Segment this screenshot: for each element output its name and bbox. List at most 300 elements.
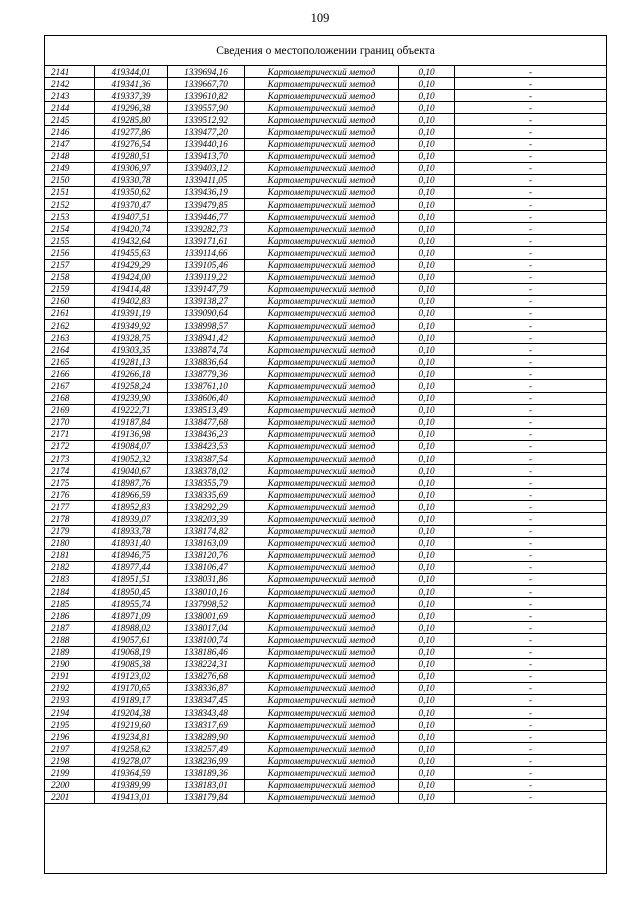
point-description: - bbox=[455, 682, 607, 694]
point-description: - bbox=[455, 465, 607, 477]
coordinate-y: 1339403,12 bbox=[168, 162, 245, 174]
accuracy: 0,10 bbox=[399, 477, 455, 489]
accuracy: 0,10 bbox=[399, 235, 455, 247]
point-number: 2194 bbox=[45, 706, 95, 718]
determination-method: Картометрический метод bbox=[245, 719, 399, 731]
point-description: - bbox=[455, 646, 607, 658]
table-row bbox=[45, 380, 606, 392]
coordinate-y: 1338998,57 bbox=[168, 319, 245, 331]
coordinate-x: 418939,07 bbox=[95, 513, 168, 525]
point-description: - bbox=[455, 162, 607, 174]
coordinate-x: 419350,62 bbox=[95, 186, 168, 198]
coordinate-x: 418933,78 bbox=[95, 525, 168, 537]
coordinate-x: 418952,83 bbox=[95, 501, 168, 513]
coordinate-y: 1338292,29 bbox=[168, 501, 245, 513]
determination-method: Картометрический метод bbox=[245, 66, 399, 78]
point-number: 2161 bbox=[45, 307, 95, 319]
determination-method: Картометрический метод bbox=[245, 344, 399, 356]
point-number: 2185 bbox=[45, 598, 95, 610]
determination-method: Картометрический метод bbox=[245, 465, 399, 477]
determination-method: Картометрический метод bbox=[245, 356, 399, 368]
coordinate-y: 1338010,16 bbox=[168, 586, 245, 598]
table-row bbox=[45, 90, 606, 102]
point-description: - bbox=[455, 573, 607, 585]
point-description: - bbox=[455, 767, 607, 779]
coordinate-x: 419389,99 bbox=[95, 779, 168, 791]
coordinate-x: 419084,07 bbox=[95, 440, 168, 452]
coordinate-y: 1339440,16 bbox=[168, 138, 245, 150]
coordinate-x: 419429,29 bbox=[95, 259, 168, 271]
determination-method: Картометрический метод bbox=[245, 102, 399, 114]
accuracy: 0,10 bbox=[399, 634, 455, 646]
point-number: 2159 bbox=[45, 283, 95, 295]
accuracy: 0,10 bbox=[399, 573, 455, 585]
coordinate-y: 1338423,53 bbox=[168, 440, 245, 452]
coordinate-x: 418987,76 bbox=[95, 477, 168, 489]
accuracy: 0,10 bbox=[399, 223, 455, 235]
coordinate-y: 1339413,70 bbox=[168, 150, 245, 162]
point-number: 2201 bbox=[45, 791, 95, 803]
point-number: 2196 bbox=[45, 731, 95, 743]
point-number: 2200 bbox=[45, 779, 95, 791]
table-row bbox=[45, 465, 606, 477]
table-row bbox=[45, 307, 606, 319]
point-description: - bbox=[455, 332, 607, 344]
point-description: - bbox=[455, 428, 607, 440]
point-description: - bbox=[455, 66, 607, 78]
coordinate-y: 1338335,69 bbox=[168, 489, 245, 501]
coordinate-x: 418971,09 bbox=[95, 610, 168, 622]
determination-method: Картометрический метод bbox=[245, 731, 399, 743]
point-number: 2153 bbox=[45, 211, 95, 223]
accuracy: 0,10 bbox=[399, 428, 455, 440]
point-number: 2175 bbox=[45, 477, 95, 489]
point-description: - bbox=[455, 235, 607, 247]
point-description: - bbox=[455, 126, 607, 138]
coordinate-x: 419296,38 bbox=[95, 102, 168, 114]
coordinate-y: 1338289,90 bbox=[168, 731, 245, 743]
determination-method: Картометрический метод bbox=[245, 174, 399, 186]
accuracy: 0,10 bbox=[399, 743, 455, 755]
coordinate-y: 1338343,48 bbox=[168, 706, 245, 718]
accuracy: 0,10 bbox=[399, 525, 455, 537]
table-row bbox=[45, 743, 606, 755]
point-description: - bbox=[455, 731, 607, 743]
accuracy: 0,10 bbox=[399, 186, 455, 198]
coordinate-x: 419413,01 bbox=[95, 791, 168, 803]
point-number: 2189 bbox=[45, 646, 95, 658]
table-row bbox=[45, 694, 606, 706]
table-row bbox=[45, 138, 606, 150]
coordinate-x: 419068,19 bbox=[95, 646, 168, 658]
coordinate-x: 418966,59 bbox=[95, 489, 168, 501]
table-row bbox=[45, 719, 606, 731]
coordinate-y: 1338941,42 bbox=[168, 332, 245, 344]
table-row bbox=[45, 767, 606, 779]
coordinate-x: 419414,48 bbox=[95, 283, 168, 295]
accuracy: 0,10 bbox=[399, 561, 455, 573]
determination-method: Картометрический метод bbox=[245, 319, 399, 331]
coordinate-y: 1338276,68 bbox=[168, 670, 245, 682]
point-number: 2184 bbox=[45, 586, 95, 598]
accuracy: 0,10 bbox=[399, 416, 455, 428]
coordinate-x: 419281,13 bbox=[95, 356, 168, 368]
determination-method: Картометрический метод bbox=[245, 199, 399, 211]
determination-method: Картометрический метод bbox=[245, 368, 399, 380]
point-description: - bbox=[455, 114, 607, 126]
point-description: - bbox=[455, 271, 607, 283]
coordinate-x: 419276,54 bbox=[95, 138, 168, 150]
table-row bbox=[45, 501, 606, 513]
table-row bbox=[45, 513, 606, 525]
point-number: 2190 bbox=[45, 658, 95, 670]
determination-method: Картометрический метод bbox=[245, 126, 399, 138]
point-number: 2179 bbox=[45, 525, 95, 537]
coordinate-x: 419349,92 bbox=[95, 319, 168, 331]
accuracy: 0,10 bbox=[399, 344, 455, 356]
boundary-points-table bbox=[45, 66, 606, 804]
coordinate-y: 1338477,68 bbox=[168, 416, 245, 428]
table-row bbox=[45, 392, 606, 404]
accuracy: 0,10 bbox=[399, 392, 455, 404]
determination-method: Картометрический метод bbox=[245, 416, 399, 428]
point-description: - bbox=[455, 670, 607, 682]
table-row bbox=[45, 428, 606, 440]
coordinate-y: 1339477,20 bbox=[168, 126, 245, 138]
table-row bbox=[45, 779, 606, 791]
coordinate-y: 1338174,82 bbox=[168, 525, 245, 537]
table-row bbox=[45, 658, 606, 670]
point-description: - bbox=[455, 404, 607, 416]
accuracy: 0,10 bbox=[399, 295, 455, 307]
table-row bbox=[45, 223, 606, 235]
point-description: - bbox=[455, 501, 607, 513]
coordinate-y: 1338257,49 bbox=[168, 743, 245, 755]
coordinate-x: 419258,62 bbox=[95, 743, 168, 755]
point-description: - bbox=[455, 211, 607, 223]
accuracy: 0,10 bbox=[399, 271, 455, 283]
coordinate-x: 419370,47 bbox=[95, 199, 168, 211]
point-number: 2141 bbox=[45, 66, 95, 78]
point-number: 2154 bbox=[45, 223, 95, 235]
determination-method: Картометрический метод bbox=[245, 404, 399, 416]
coordinate-x: 418931,40 bbox=[95, 537, 168, 549]
point-number: 2162 bbox=[45, 319, 95, 331]
table-row bbox=[45, 537, 606, 549]
point-description: - bbox=[455, 380, 607, 392]
table-row bbox=[45, 247, 606, 259]
coordinate-y: 1339282,73 bbox=[168, 223, 245, 235]
table-row bbox=[45, 489, 606, 501]
determination-method: Картометрический метод bbox=[245, 791, 399, 803]
determination-method: Картометрический метод bbox=[245, 211, 399, 223]
table-row bbox=[45, 150, 606, 162]
point-number: 2157 bbox=[45, 259, 95, 271]
determination-method: Картометрический метод bbox=[245, 223, 399, 235]
coordinate-y: 1339411,05 bbox=[168, 174, 245, 186]
coordinate-x: 419280,51 bbox=[95, 150, 168, 162]
table-row bbox=[45, 211, 606, 223]
coordinate-x: 419123,02 bbox=[95, 670, 168, 682]
coordinate-x: 419344,01 bbox=[95, 66, 168, 78]
coordinate-y: 1338183,01 bbox=[168, 779, 245, 791]
determination-method: Картометрический метод bbox=[245, 90, 399, 102]
coordinate-x: 419285,80 bbox=[95, 114, 168, 126]
coordinate-x: 419402,83 bbox=[95, 295, 168, 307]
coordinate-x: 419455,63 bbox=[95, 247, 168, 259]
coordinate-x: 419204,38 bbox=[95, 706, 168, 718]
coordinate-y: 1338355,79 bbox=[168, 477, 245, 489]
determination-method: Картометрический метод bbox=[245, 561, 399, 573]
accuracy: 0,10 bbox=[399, 259, 455, 271]
point-description: - bbox=[455, 755, 607, 767]
point-number: 2151 bbox=[45, 186, 95, 198]
coordinate-y: 1338163,09 bbox=[168, 537, 245, 549]
point-description: - bbox=[455, 307, 607, 319]
coordinate-y: 1339147,79 bbox=[168, 283, 245, 295]
point-number: 2191 bbox=[45, 670, 95, 682]
table-row bbox=[45, 561, 606, 573]
coordinate-x: 418977,44 bbox=[95, 561, 168, 573]
accuracy: 0,10 bbox=[399, 513, 455, 525]
accuracy: 0,10 bbox=[399, 211, 455, 223]
table-row bbox=[45, 114, 606, 126]
table-row bbox=[45, 646, 606, 658]
accuracy: 0,10 bbox=[399, 549, 455, 561]
coordinate-x: 419330,78 bbox=[95, 174, 168, 186]
determination-method: Картометрический метод bbox=[245, 380, 399, 392]
coordinate-x: 418955,74 bbox=[95, 598, 168, 610]
coordinate-y: 1338317,69 bbox=[168, 719, 245, 731]
table-row bbox=[45, 162, 606, 174]
coordinate-y: 1338189,36 bbox=[168, 767, 245, 779]
determination-method: Картометрический метод bbox=[245, 549, 399, 561]
table-header: Сведения о местоположении границ объекта bbox=[45, 36, 606, 66]
table-row bbox=[45, 174, 606, 186]
accuracy: 0,10 bbox=[399, 90, 455, 102]
coordinate-x: 419052,32 bbox=[95, 453, 168, 465]
table-row bbox=[45, 525, 606, 537]
table-row bbox=[45, 453, 606, 465]
point-number: 2164 bbox=[45, 344, 95, 356]
accuracy: 0,10 bbox=[399, 356, 455, 368]
point-number: 2148 bbox=[45, 150, 95, 162]
table-row bbox=[45, 610, 606, 622]
table-row bbox=[45, 549, 606, 561]
coordinate-y: 1339557,90 bbox=[168, 102, 245, 114]
accuracy: 0,10 bbox=[399, 537, 455, 549]
accuracy: 0,10 bbox=[399, 598, 455, 610]
coordinate-y: 1338836,64 bbox=[168, 356, 245, 368]
point-description: - bbox=[455, 344, 607, 356]
point-number: 2192 bbox=[45, 682, 95, 694]
point-number: 2144 bbox=[45, 102, 95, 114]
determination-method: Картометрический метод bbox=[245, 755, 399, 767]
determination-method: Картометрический метод bbox=[245, 235, 399, 247]
point-number: 2181 bbox=[45, 549, 95, 561]
point-number: 2178 bbox=[45, 513, 95, 525]
table-row bbox=[45, 634, 606, 646]
coordinate-x: 419219,60 bbox=[95, 719, 168, 731]
table-row bbox=[45, 78, 606, 90]
determination-method: Картометрический метод bbox=[245, 694, 399, 706]
determination-method: Картометрический метод bbox=[245, 646, 399, 658]
coordinate-x: 419222,71 bbox=[95, 404, 168, 416]
table-row bbox=[45, 404, 606, 416]
accuracy: 0,10 bbox=[399, 404, 455, 416]
point-description: - bbox=[455, 791, 607, 803]
accuracy: 0,10 bbox=[399, 719, 455, 731]
point-description: - bbox=[455, 259, 607, 271]
determination-method: Картометрический метод bbox=[245, 162, 399, 174]
determination-method: Картометрический метод bbox=[245, 332, 399, 344]
coordinate-x: 419337,39 bbox=[95, 90, 168, 102]
coordinate-x: 419057,61 bbox=[95, 634, 168, 646]
coordinate-y: 1339479,85 bbox=[168, 199, 245, 211]
point-number: 2142 bbox=[45, 78, 95, 90]
coordinate-x: 419391,19 bbox=[95, 307, 168, 319]
coordinate-y: 1339105,46 bbox=[168, 259, 245, 271]
determination-method: Картометрический метод bbox=[245, 743, 399, 755]
coordinate-x: 419258,24 bbox=[95, 380, 168, 392]
point-description: - bbox=[455, 186, 607, 198]
accuracy: 0,10 bbox=[399, 694, 455, 706]
table-row bbox=[45, 344, 606, 356]
point-description: - bbox=[455, 561, 607, 573]
point-description: - bbox=[455, 489, 607, 501]
coordinate-y: 1339090,64 bbox=[168, 307, 245, 319]
determination-method: Картометрический метод bbox=[245, 307, 399, 319]
determination-method: Картометрический метод bbox=[245, 501, 399, 513]
coordinate-x: 418950,45 bbox=[95, 586, 168, 598]
point-description: - bbox=[455, 90, 607, 102]
determination-method: Картометрический метод bbox=[245, 682, 399, 694]
table-row bbox=[45, 670, 606, 682]
accuracy: 0,10 bbox=[399, 791, 455, 803]
accuracy: 0,10 bbox=[399, 174, 455, 186]
coordinate-y: 1338031,86 bbox=[168, 573, 245, 585]
coordinate-x: 419407,51 bbox=[95, 211, 168, 223]
accuracy: 0,10 bbox=[399, 440, 455, 452]
determination-method: Картометрический метод bbox=[245, 658, 399, 670]
table-row bbox=[45, 598, 606, 610]
accuracy: 0,10 bbox=[399, 150, 455, 162]
table-row bbox=[45, 186, 606, 198]
accuracy: 0,10 bbox=[399, 779, 455, 791]
coordinate-y: 1338779,36 bbox=[168, 368, 245, 380]
determination-method: Картометрический метод bbox=[245, 670, 399, 682]
accuracy: 0,10 bbox=[399, 610, 455, 622]
point-number: 2180 bbox=[45, 537, 95, 549]
coordinate-y: 1339114,66 bbox=[168, 247, 245, 259]
coordinate-x: 418988,02 bbox=[95, 622, 168, 634]
table-row bbox=[45, 271, 606, 283]
coordinate-x: 419277,86 bbox=[95, 126, 168, 138]
point-description: - bbox=[455, 138, 607, 150]
point-description: - bbox=[455, 549, 607, 561]
coordinate-x: 419278,07 bbox=[95, 755, 168, 767]
point-description: - bbox=[455, 440, 607, 452]
coordinate-x: 419239,90 bbox=[95, 392, 168, 404]
coordinate-x: 419085,38 bbox=[95, 658, 168, 670]
point-description: - bbox=[455, 295, 607, 307]
point-number: 2198 bbox=[45, 755, 95, 767]
table-row bbox=[45, 755, 606, 767]
coordinate-y: 1338106,47 bbox=[168, 561, 245, 573]
coordinate-x: 419420,74 bbox=[95, 223, 168, 235]
point-description: - bbox=[455, 779, 607, 791]
coordinate-y: 1339694,16 bbox=[168, 66, 245, 78]
accuracy: 0,10 bbox=[399, 489, 455, 501]
coordinate-y: 1338186,46 bbox=[168, 646, 245, 658]
determination-method: Картометрический метод bbox=[245, 610, 399, 622]
coordinate-y: 1338761,10 bbox=[168, 380, 245, 392]
determination-method: Картометрический метод bbox=[245, 513, 399, 525]
table-row bbox=[45, 416, 606, 428]
point-number: 2197 bbox=[45, 743, 95, 755]
table-row bbox=[45, 283, 606, 295]
point-number: 2171 bbox=[45, 428, 95, 440]
coordinate-y: 1339138,27 bbox=[168, 295, 245, 307]
table-row bbox=[45, 332, 606, 344]
point-number: 2167 bbox=[45, 380, 95, 392]
coordinate-y: 1339667,70 bbox=[168, 78, 245, 90]
point-number: 2158 bbox=[45, 271, 95, 283]
point-number: 2146 bbox=[45, 126, 95, 138]
point-number: 2174 bbox=[45, 465, 95, 477]
coordinate-y: 1339119,22 bbox=[168, 271, 245, 283]
point-number: 2173 bbox=[45, 453, 95, 465]
point-description: - bbox=[455, 78, 607, 90]
point-description: - bbox=[455, 453, 607, 465]
coordinate-y: 1338606,40 bbox=[168, 392, 245, 404]
point-description: - bbox=[455, 706, 607, 718]
point-number: 2147 bbox=[45, 138, 95, 150]
point-number: 2186 bbox=[45, 610, 95, 622]
coordinate-y: 1338179,84 bbox=[168, 791, 245, 803]
determination-method: Картометрический метод bbox=[245, 428, 399, 440]
accuracy: 0,10 bbox=[399, 658, 455, 670]
point-description: - bbox=[455, 392, 607, 404]
coordinate-x: 419328,75 bbox=[95, 332, 168, 344]
point-description: - bbox=[455, 174, 607, 186]
determination-method: Картометрический метод bbox=[245, 779, 399, 791]
coordinate-y: 1338513,49 bbox=[168, 404, 245, 416]
accuracy: 0,10 bbox=[399, 126, 455, 138]
point-description: - bbox=[455, 586, 607, 598]
point-description: - bbox=[455, 598, 607, 610]
accuracy: 0,10 bbox=[399, 283, 455, 295]
coordinate-y: 1338387,54 bbox=[168, 453, 245, 465]
coordinate-y: 1338236,99 bbox=[168, 755, 245, 767]
point-number: 2156 bbox=[45, 247, 95, 259]
determination-method: Картометрический метод bbox=[245, 186, 399, 198]
determination-method: Картометрический метод bbox=[245, 271, 399, 283]
accuracy: 0,10 bbox=[399, 78, 455, 90]
point-number: 2145 bbox=[45, 114, 95, 126]
accuracy: 0,10 bbox=[399, 380, 455, 392]
accuracy: 0,10 bbox=[399, 682, 455, 694]
coordinate-y: 1338874,74 bbox=[168, 344, 245, 356]
accuracy: 0,10 bbox=[399, 199, 455, 211]
point-number: 2152 bbox=[45, 199, 95, 211]
determination-method: Картометрический метод bbox=[245, 150, 399, 162]
determination-method: Картометрический метод bbox=[245, 489, 399, 501]
point-description: - bbox=[455, 622, 607, 634]
accuracy: 0,10 bbox=[399, 731, 455, 743]
point-number: 2143 bbox=[45, 90, 95, 102]
accuracy: 0,10 bbox=[399, 138, 455, 150]
